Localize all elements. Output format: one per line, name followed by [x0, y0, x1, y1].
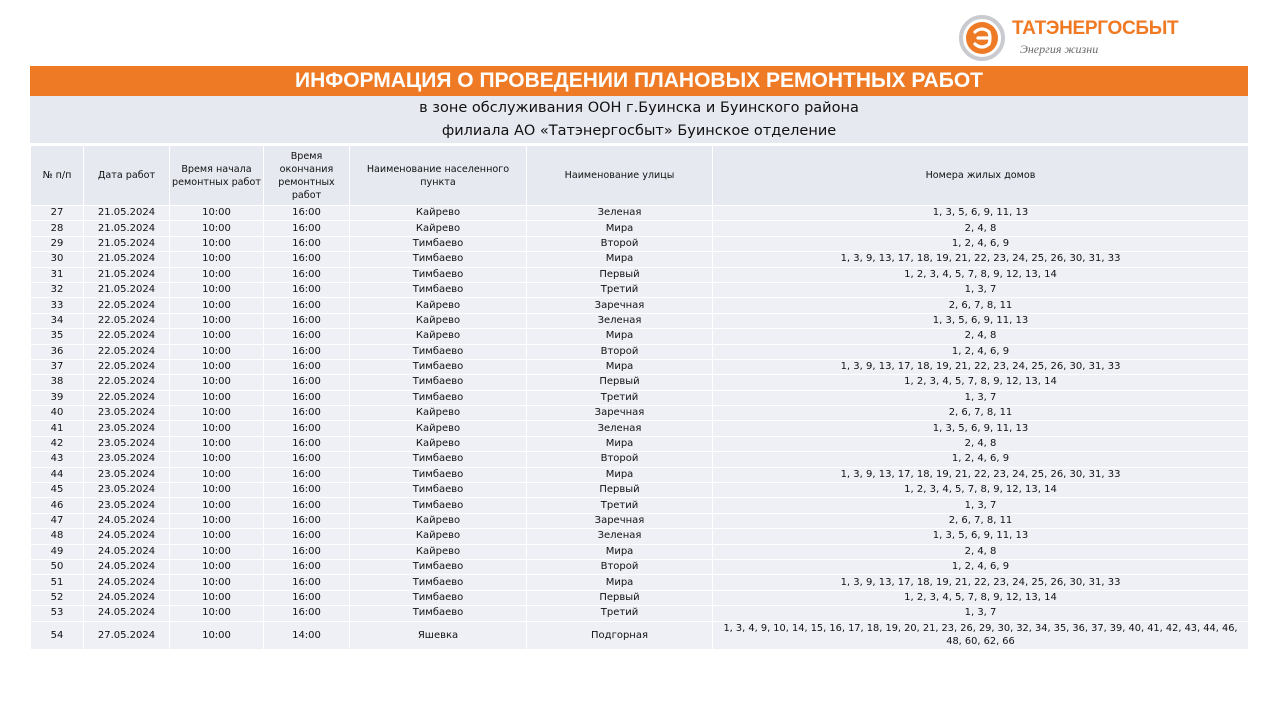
cell-date: 22.05.2024: [84, 359, 170, 374]
cell-end-time: 14:00: [264, 621, 350, 649]
cell-settlement: Яшевка: [350, 621, 527, 649]
cell-street: Первый: [527, 267, 713, 282]
table-row: [31, 375, 1249, 390]
cell-date: 21.05.2024: [84, 206, 170, 221]
cell-date: 22.05.2024: [84, 344, 170, 359]
cell-num: 27: [31, 206, 84, 221]
table-row: [31, 221, 1249, 236]
cell-date: 24.05.2024: [84, 590, 170, 605]
table-row: [31, 621, 1249, 649]
cell-street: Мира: [527, 544, 713, 559]
cell-start-time: 10:00: [170, 513, 264, 528]
cell-houses: 1, 2, 4, 6, 9: [713, 559, 1249, 574]
cell-num: 34: [31, 313, 84, 328]
cell-date: 23.05.2024: [84, 436, 170, 451]
cell-houses: 2, 4, 8: [713, 221, 1249, 236]
cell-street: Заречная: [527, 406, 713, 421]
header-date: Дата работ: [84, 146, 170, 206]
cell-num: 53: [31, 606, 84, 621]
cell-settlement: Тимбаево: [350, 375, 527, 390]
cell-end-time: 16:00: [264, 436, 350, 451]
cell-street: Первый: [527, 483, 713, 498]
cell-end-time: 16:00: [264, 498, 350, 513]
cell-date: 24.05.2024: [84, 513, 170, 528]
company-logo: [958, 12, 1198, 62]
cell-street: Мира: [527, 436, 713, 451]
cell-houses: 2, 6, 7, 8, 11: [713, 406, 1249, 421]
cell-num: 54: [31, 621, 84, 649]
cell-street: Мира: [527, 252, 713, 267]
cell-num: 31: [31, 267, 84, 282]
cell-start-time: 10:00: [170, 452, 264, 467]
cell-num: 47: [31, 513, 84, 528]
cell-num: 40: [31, 406, 84, 421]
table-body: [31, 206, 1249, 650]
cell-num: 28: [31, 221, 84, 236]
cell-start-time: 10:00: [170, 206, 264, 221]
cell-start-time: 10:00: [170, 267, 264, 282]
cell-houses: 1, 2, 4, 6, 9: [713, 344, 1249, 359]
cell-houses: 1, 3, 9, 13, 17, 18, 19, 21, 22, 23, 24, 25, 26, 30, 31, 33: [713, 252, 1249, 267]
cell-start-time: 10:00: [170, 483, 264, 498]
table-row: [31, 359, 1249, 374]
cell-settlement: Тимбаево: [350, 606, 527, 621]
cell-num: 43: [31, 452, 84, 467]
cell-start-time: 10:00: [170, 221, 264, 236]
cell-settlement: Тимбаево: [350, 390, 527, 405]
cell-settlement: Тимбаево: [350, 267, 527, 282]
cell-start-time: 10:00: [170, 313, 264, 328]
cell-settlement: Тимбаево: [350, 252, 527, 267]
table-row: [31, 313, 1249, 328]
cell-street: Третий: [527, 390, 713, 405]
cell-date: 24.05.2024: [84, 559, 170, 574]
cell-end-time: 16:00: [264, 406, 350, 421]
cell-houses: 1, 3, 9, 13, 17, 18, 19, 21, 22, 23, 24, 25, 26, 30, 31, 33: [713, 467, 1249, 482]
cell-houses: 1, 2, 3, 4, 5, 7, 8, 9, 12, 13, 14: [713, 590, 1249, 605]
cell-houses: 1, 3, 7: [713, 282, 1249, 297]
table-row: [31, 590, 1249, 605]
cell-settlement: Кайрево: [350, 406, 527, 421]
cell-houses: 2, 4, 8: [713, 436, 1249, 451]
cell-num: 48: [31, 529, 84, 544]
cell-street: Заречная: [527, 298, 713, 313]
cell-end-time: 16:00: [264, 206, 350, 221]
cell-date: 22.05.2024: [84, 390, 170, 405]
cell-settlement: Кайрево: [350, 436, 527, 451]
table-row: [31, 298, 1249, 313]
cell-end-time: 16:00: [264, 513, 350, 528]
cell-num: 50: [31, 559, 84, 574]
cell-settlement: Тимбаево: [350, 575, 527, 590]
cell-start-time: 10:00: [170, 329, 264, 344]
cell-houses: 2, 4, 8: [713, 329, 1249, 344]
table-row: [31, 452, 1249, 467]
cell-end-time: 16:00: [264, 452, 350, 467]
cell-start-time: 10:00: [170, 282, 264, 297]
cell-street: Первый: [527, 590, 713, 605]
cell-settlement: Тимбаево: [350, 236, 527, 251]
cell-houses: 1, 3, 7: [713, 390, 1249, 405]
cell-settlement: Кайрево: [350, 544, 527, 559]
cell-num: 37: [31, 359, 84, 374]
cell-street: Заречная: [527, 513, 713, 528]
header-end-time: Время окончания ремонтных работ: [264, 146, 350, 206]
table-header-row: [31, 146, 1249, 206]
cell-start-time: 10:00: [170, 252, 264, 267]
cell-end-time: 16:00: [264, 329, 350, 344]
cell-start-time: 10:00: [170, 436, 264, 451]
cell-street: Мира: [527, 467, 713, 482]
cell-date: 21.05.2024: [84, 221, 170, 236]
cell-num: 35: [31, 329, 84, 344]
cell-end-time: 16:00: [264, 390, 350, 405]
cell-houses: 2, 6, 7, 8, 11: [713, 298, 1249, 313]
cell-end-time: 16:00: [264, 421, 350, 436]
cell-street: Зеленая: [527, 206, 713, 221]
cell-date: 22.05.2024: [84, 298, 170, 313]
cell-houses: 1, 3, 7: [713, 498, 1249, 513]
cell-date: 21.05.2024: [84, 236, 170, 251]
cell-num: 52: [31, 590, 84, 605]
cell-street: Мира: [527, 329, 713, 344]
cell-end-time: 16:00: [264, 575, 350, 590]
cell-end-time: 16:00: [264, 267, 350, 282]
cell-end-time: 16:00: [264, 590, 350, 605]
cell-houses: 1, 3, 7: [713, 606, 1249, 621]
cell-end-time: 16:00: [264, 559, 350, 574]
logo-tagline: Энергия жизни: [1020, 42, 1099, 56]
cell-start-time: 10:00: [170, 621, 264, 649]
cell-settlement: Тимбаево: [350, 467, 527, 482]
cell-street: Второй: [527, 236, 713, 251]
table-row: [31, 344, 1249, 359]
cell-settlement: Тимбаево: [350, 282, 527, 297]
cell-street: Зеленая: [527, 313, 713, 328]
cell-num: 32: [31, 282, 84, 297]
cell-street: Зеленая: [527, 529, 713, 544]
cell-settlement: Кайрево: [350, 206, 527, 221]
cell-start-time: 10:00: [170, 590, 264, 605]
cell-settlement: Тимбаево: [350, 344, 527, 359]
cell-settlement: Тимбаево: [350, 359, 527, 374]
cell-date: 24.05.2024: [84, 575, 170, 590]
cell-street: Второй: [527, 452, 713, 467]
table-row: [31, 252, 1249, 267]
cell-num: 29: [31, 236, 84, 251]
cell-end-time: 16:00: [264, 359, 350, 374]
cell-start-time: 10:00: [170, 390, 264, 405]
cell-houses: 1, 3, 5, 6, 9, 11, 13: [713, 206, 1249, 221]
cell-houses: 1, 2, 4, 6, 9: [713, 236, 1249, 251]
table-row: [31, 467, 1249, 482]
cell-end-time: 16:00: [264, 252, 350, 267]
cell-street: Третий: [527, 606, 713, 621]
cell-num: 42: [31, 436, 84, 451]
cell-start-time: 10:00: [170, 467, 264, 482]
cell-date: 22.05.2024: [84, 375, 170, 390]
cell-houses: 1, 2, 3, 4, 5, 7, 8, 9, 12, 13, 14: [713, 375, 1249, 390]
header-start-time: Время начала ремонтных работ: [170, 146, 264, 206]
table-row: [31, 206, 1249, 221]
table-row: [31, 483, 1249, 498]
cell-end-time: 16:00: [264, 298, 350, 313]
cell-num: 36: [31, 344, 84, 359]
cell-date: 24.05.2024: [84, 544, 170, 559]
subtitle-line-1: в зоне обслуживания ООН г.Буинска и Буинского района: [419, 100, 859, 116]
table-row: [31, 406, 1249, 421]
repair-schedule-table: [30, 145, 1249, 650]
cell-end-time: 16:00: [264, 467, 350, 482]
cell-start-time: 10:00: [170, 498, 264, 513]
cell-num: 38: [31, 375, 84, 390]
table-row: [31, 329, 1249, 344]
table-row: [31, 421, 1249, 436]
cell-num: 41: [31, 421, 84, 436]
cell-num: 45: [31, 483, 84, 498]
cell-date: 21.05.2024: [84, 252, 170, 267]
cell-houses: 1, 3, 4, 9, 10, 14, 15, 16, 17, 18, 19, 20, 21, 23, 26, 29, 30, 32, 34, 35, 36, 37, 39, 40, 41, 42, 43, 44, 46, 48, 60, 62, 66: [713, 621, 1249, 649]
cell-end-time: 16:00: [264, 483, 350, 498]
cell-houses: 1, 3, 5, 6, 9, 11, 13: [713, 313, 1249, 328]
header-num: № п/п: [31, 146, 84, 206]
cell-street: Мира: [527, 575, 713, 590]
cell-num: 46: [31, 498, 84, 513]
header-settlement: Наименование населенного пункта: [350, 146, 527, 206]
cell-start-time: 10:00: [170, 236, 264, 251]
cell-end-time: 16:00: [264, 236, 350, 251]
cell-street: Подгорная: [527, 621, 713, 649]
cell-date: 21.05.2024: [84, 282, 170, 297]
cell-num: 51: [31, 575, 84, 590]
cell-num: 39: [31, 390, 84, 405]
cell-start-time: 10:00: [170, 375, 264, 390]
cell-houses: 1, 3, 5, 6, 9, 11, 13: [713, 421, 1249, 436]
cell-num: 49: [31, 544, 84, 559]
cell-street: Мира: [527, 221, 713, 236]
cell-settlement: Тимбаево: [350, 559, 527, 574]
cell-houses: 2, 4, 8: [713, 544, 1249, 559]
cell-start-time: 10:00: [170, 344, 264, 359]
cell-date: 23.05.2024: [84, 406, 170, 421]
table-row: [31, 436, 1249, 451]
cell-houses: 1, 3, 9, 13, 17, 18, 19, 21, 22, 23, 24, 25, 26, 30, 31, 33: [713, 359, 1249, 374]
cell-date: 24.05.2024: [84, 529, 170, 544]
cell-settlement: Тимбаево: [350, 590, 527, 605]
cell-date: 22.05.2024: [84, 313, 170, 328]
cell-date: 23.05.2024: [84, 467, 170, 482]
cell-settlement: Тимбаево: [350, 452, 527, 467]
cell-houses: 1, 3, 9, 13, 17, 18, 19, 21, 22, 23, 24, 25, 26, 30, 31, 33: [713, 575, 1249, 590]
logo-energy-mark-icon: [958, 14, 1006, 62]
cell-date: 23.05.2024: [84, 421, 170, 436]
cell-end-time: 16:00: [264, 375, 350, 390]
cell-street: Первый: [527, 375, 713, 390]
cell-street: Мира: [527, 359, 713, 374]
cell-date: 27.05.2024: [84, 621, 170, 649]
table-row: [31, 513, 1249, 528]
cell-street: Третий: [527, 498, 713, 513]
table-row: [31, 559, 1249, 574]
cell-date: 21.05.2024: [84, 267, 170, 282]
table-row: [31, 544, 1249, 559]
cell-date: 24.05.2024: [84, 606, 170, 621]
cell-houses: 1, 2, 3, 4, 5, 7, 8, 9, 12, 13, 14: [713, 267, 1249, 282]
cell-start-time: 10:00: [170, 559, 264, 574]
cell-end-time: 16:00: [264, 606, 350, 621]
cell-start-time: 10:00: [170, 529, 264, 544]
cell-date: 23.05.2024: [84, 483, 170, 498]
cell-street: Второй: [527, 344, 713, 359]
cell-end-time: 16:00: [264, 344, 350, 359]
table-row: [31, 236, 1249, 251]
cell-date: 23.05.2024: [84, 498, 170, 513]
cell-start-time: 10:00: [170, 575, 264, 590]
cell-settlement: Кайрево: [350, 298, 527, 313]
cell-start-time: 10:00: [170, 359, 264, 374]
cell-end-time: 16:00: [264, 529, 350, 544]
cell-settlement: Кайрево: [350, 329, 527, 344]
cell-houses: 2, 6, 7, 8, 11: [713, 513, 1249, 528]
subtitle: [30, 96, 1248, 143]
cell-date: 22.05.2024: [84, 329, 170, 344]
cell-settlement: Тимбаево: [350, 483, 527, 498]
table-row: [31, 390, 1249, 405]
cell-num: 44: [31, 467, 84, 482]
header-houses: Номера жилых домов: [713, 146, 1249, 206]
cell-street: Зеленая: [527, 421, 713, 436]
cell-houses: 1, 2, 3, 4, 5, 7, 8, 9, 12, 13, 14: [713, 483, 1249, 498]
cell-date: 23.05.2024: [84, 452, 170, 467]
cell-start-time: 10:00: [170, 606, 264, 621]
cell-start-time: 10:00: [170, 421, 264, 436]
cell-end-time: 16:00: [264, 544, 350, 559]
subtitle-line-2: филиала АО «Татэнергосбыт» Буинское отделение: [441, 123, 837, 139]
header-street: Наименование улицы: [527, 146, 713, 206]
table-row: [31, 606, 1249, 621]
cell-settlement: Кайрево: [350, 529, 527, 544]
cell-houses: 1, 2, 4, 6, 9: [713, 452, 1249, 467]
cell-end-time: 16:00: [264, 282, 350, 297]
table-row: [31, 498, 1249, 513]
cell-num: 30: [31, 252, 84, 267]
table-row: [31, 282, 1249, 297]
cell-num: 33: [31, 298, 84, 313]
cell-settlement: Кайрево: [350, 221, 527, 236]
cell-houses: 1, 3, 5, 6, 9, 11, 13: [713, 529, 1249, 544]
table-row: [31, 529, 1249, 544]
cell-start-time: 10:00: [170, 298, 264, 313]
cell-settlement: Кайрево: [350, 313, 527, 328]
table-row: [31, 575, 1249, 590]
cell-start-time: 10:00: [170, 544, 264, 559]
cell-street: Второй: [527, 559, 713, 574]
table-row: [31, 267, 1249, 282]
cell-settlement: Кайрево: [350, 513, 527, 528]
cell-end-time: 16:00: [264, 221, 350, 236]
page-title: ИНФОРМАЦИЯ О ПРОВЕДЕНИИ ПЛАНОВЫХ РЕМОНТНЫХ РАБОТ: [30, 66, 1248, 96]
cell-settlement: Тимбаево: [350, 498, 527, 513]
cell-settlement: Кайрево: [350, 421, 527, 436]
cell-end-time: 16:00: [264, 313, 350, 328]
cell-street: Третий: [527, 282, 713, 297]
logo-name: ТАТЭНЕРГОСБЫТ: [1012, 18, 1179, 39]
cell-start-time: 10:00: [170, 406, 264, 421]
